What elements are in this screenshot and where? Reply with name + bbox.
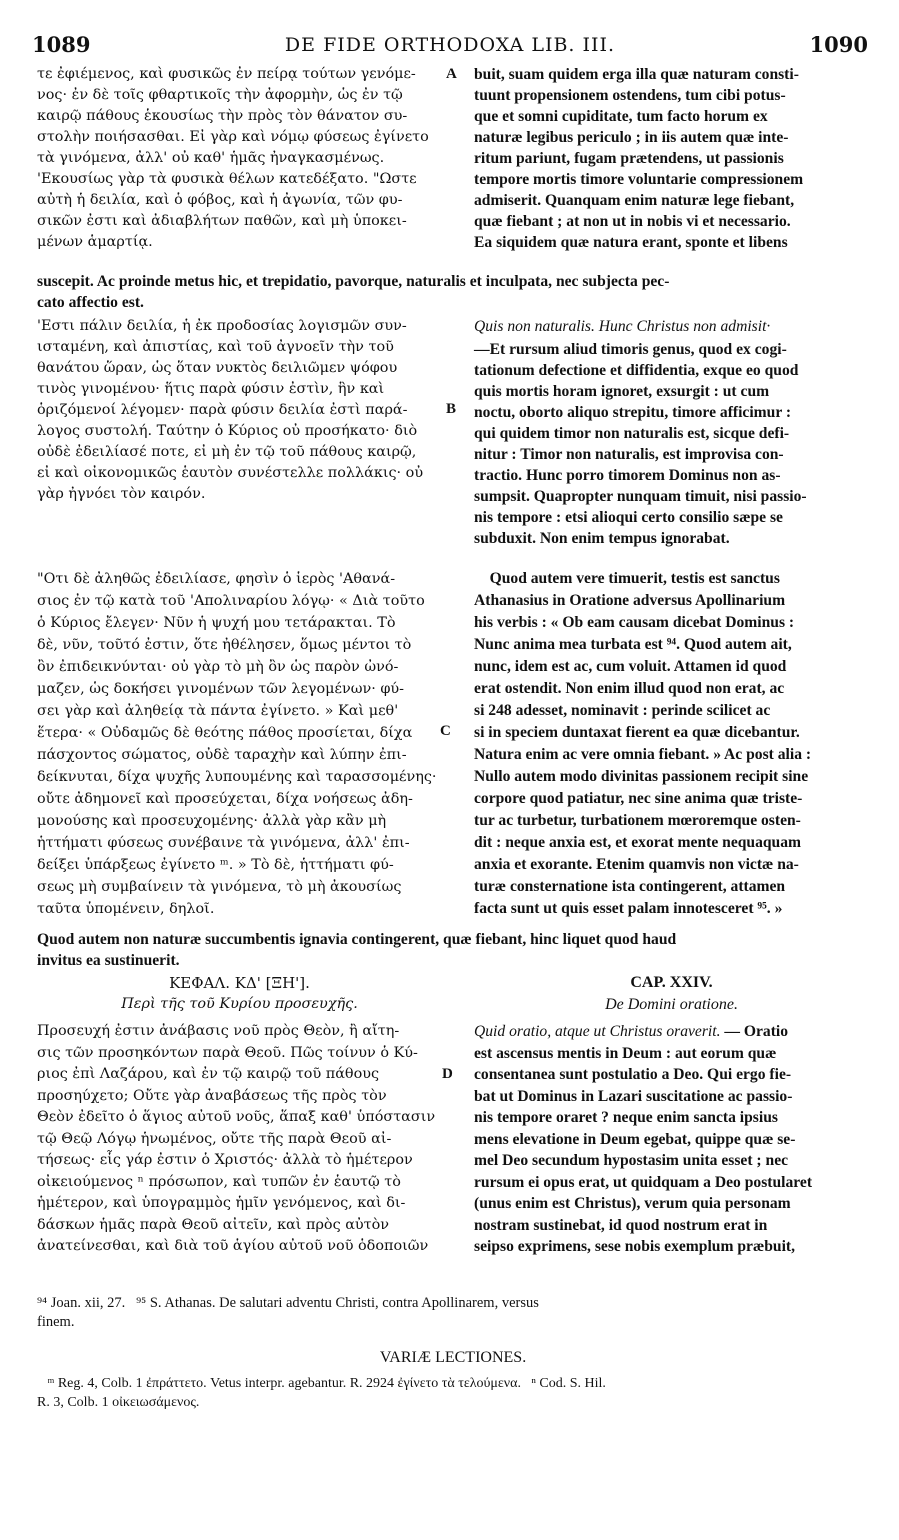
greek-column-block-3: "Οτι δὲ ἀληθῶς ἐδειλίασε, φησὶν ὁ ἱερὸς 'Αθανά- σιος ἐν τῷ κατὰ τοῦ 'Απολιναρίου λόγῳ· « Διὰ τοῦτο ὁ Κύριος ἔλεγεν· Νῦν ἡ ψυχή μου τετάρακται. Τὸ δὲ, νῦν, τοῦτό ἐστιν, ὅτε ἠθέλησεν, ὅμως μέντοι τὸ ὂν ἐπιδεικνύνται· οὐ γὰρ τὸ μὴ ὂν ὡς παρὸν ὠνό- μαζεν, ὡς δοκήσει γινομένων τῶν λεγομένων· φύ- σει γὰρ καὶ ἀληθείᾳ τὰ πάντα ἐγίνετο. » Καὶ μεθ' ἕτερα· « Οὐδαμῶς δὲ θεότης πάθος προσίεται, δίχα πάσχοντος σώματος, οὐδὲ ταραχὴν καὶ λύπην ἐπι- δείκνυται, δίχα ψυχῆς λυπουμένης καὶ ταρασσομένης· οὔτε ἀδημονεῖ καὶ προσεύχεται, δίχα νοήσεως ἀδη- μονούσης καὶ προσευχομένης· ἀλλὰ γὰρ κἂν μὴ ἡττήματι φύσεως συνέβαινε τὰ γινόμενα, ἀλλ' ἐπι- δείξει ὑπάρξεως ἐγίνετο ᵐ. » Τὸ δὲ, ἡττήματι φύ- σεως μὴ συμβαίνειν τὰ γινόμενα, τὸ μὴ ἀκουσίως ταῦτα ὑπομένειν, δηλοῖ. — [37, 571, 437, 917]
latin-sidehead-4: Quid oratio, atque ut Christus oraverit. — [474, 1023, 721, 1040]
greek-column-block-2: 'Εστι πάλιν δειλία, ἡ ἐκ προδοσίας λογισμῶν συν- ισταμένη, καὶ ἀπιστίας, καὶ τοῦ ἀγνοεῖν τὴν τοῦ θανάτου ὥραν, ὡς ὅταν νυκτὸς δειλιῶμεν ψόφου τινὸς γινομένου· ἥτις παρὰ φύσιν ἐστὶν, ἣν καὶ ὁριζόμενοί λέγομεν· παρὰ φύσιν δειλία ἐστὶ παρά- λογος συστολή. Ταύτην ὁ Κύριος οὐ προσήκατο· διὸ οὐδὲ ἐδειλίασέ ποτε, εἰ μὴ ἐν τῷ τοῦ πάθους καιρῷ, εἰ καὶ οἰκονομικῶς ἑαυτὸν συνέστελλε πολλάκις· οὐ γὰρ ἠγνόει τὸν καιρόν. — [37, 318, 424, 502]
latin-chapter-heading: CAP. XXIV. — [630, 974, 713, 991]
greek-column-block-1: τε ἐφιέμενος, καὶ φυσικῶς ἐν πείρᾳ τούτων γενόμε- νος· ἐν δὲ τοῖς φθαρτικοῖς τὴν ἀφορμὴν, ὡς ἐν τῷ καιρῷ πάθους ἑκουσίως τὴν πρὸς τὸν θάνατον συ- στολὴν ποιήσασθαι. Εἰ γὰρ καὶ νόμῳ φύσεως ἐγίνετο τὰ γινόμενα, ἀλλ' οὐ καθ' ἡμᾶς ἠναγκασμένως. 'Εκουσίως γὰρ τὰ φυσικὰ θέλων κατεδέξατο. "Ωστε αὐτὴ ἡ δειλία, καὶ ὁ φόβος, καὶ ἡ ἀγωνία, τῶν φυ- σικῶν ἐστι καὶ ἀδιαβλήτων παθῶν, καὶ μὴ ὑποκει- μένων ἁμαρτίᾳ. — [37, 66, 429, 250]
variae-lectiones-text: ᵐ Reg. 4, Colb. 1 ἐπράττετο. Vetus interpr. agebantur. R. 2924 ἐγίνετο τὰ τελούμενα. ⁿ Cod. S. Hil. R. 3, Colb. 1 οἰκειωσάμενος. — [37, 1376, 606, 1410]
running-title: DE FIDE ORTHODOXA LIB. III. — [284, 34, 616, 56]
margin-letter-b: B — [446, 401, 457, 417]
right-page-number: 1090 — [809, 32, 868, 57]
latin-chapter-subtitle: De Domini oratione. — [605, 996, 738, 1013]
greek-column-block-4: Προσευχή ἐστιν ἀνάβασις νοῦ πρὸς Θεὸν, ἢ αἴτη- σις τῶν προσηκόντων παρὰ Θεοῦ. Πῶς τοίνυν ὁ Κύ- ριος ἐπὶ Λαζάρου, καὶ ἐν τῷ καιρῷ τοῦ πάθους προσηύχετο; Οὔτε γὰρ ἀναβάσεως τῆς πρὸς τὸν Θεὸν ἐδεῖτο ὁ ἅγιος αὐτοῦ νοῦς, ἅπαξ καθ' ὑπόστασιν τῷ Θεῷ Λόγῳ ἡνωμένος, οὔτε τῆς παρὰ Θεοῦ αἰ- τήσεως· εἷς γάρ ἐστιν ὁ Χριστός· ἀλλὰ τὸ ἡμέτερον οἰκειούμενος ⁿ πρόσωπον, καὶ τυπῶν ἐν ἑαυτῷ τὸ ἡμέτερον, καὶ ὑπογραμμὸς ἡμῖν γενόμενος, καὶ δι- δάσκων ἡμᾶς παρὰ Θεοῦ αἰτεῖν, καὶ πρὸς αὐτὸν ἀνατείνεσθαι, καὶ διὰ τοῦ ἁγίου αὐτοῦ νοῦ ὁδοποιῶν — [37, 1023, 436, 1254]
full-width-line-2: Quod autem non naturæ succumbentis ignavia contingerent, quæ fiebant, hinc liquet quod haud invitus ea sustinuerit. — [37, 931, 677, 969]
latin-text-4: — Oratio est ascensus mentis in Deum : aut eorum quæ consentanea sunt postulatio a Deo. Qui ergo fie- bat ut Dominus in Lazari suscitatione ac passio- nis tempore oraret ? neque enim sancta ipsius mens elevatione in Deum egebat, quippe quæ se- mel Deo secundum hypostasim unita esset ; nec rursum ei opus erat, ut quidquam a Deo postularet (unus enim est Christus), verum quia personam nostram sustinebat, id quod nostrum erat in seipso exprimens, sese nobis exemplum præbuit, — [474, 1023, 813, 1255]
full-width-line-1: suscepit. Ac proinde metus hic, et trepidatio, pavorque, naturalis et inculpata, nec subjecta pec- cato affectio est. — [37, 273, 670, 311]
running-header — [32, 32, 868, 62]
latin-column-block-2: —Et rursum aliud timoris genus, quod ex cogi- tationum defectione et diffidentia, exque eo quod quis mortis horam ignoret, exsurgit : ut cum noctu, oborto aliquo strepitu, timore afficimur : qui quidem timor non naturalis est, sicque defi- nitur : Timor non naturalis, est improvisa con- tractio. Hunc porro timorem Dominus non as- sumpsit. Quapropter nunquam timuit, nisi passio- nis tempore : etsi alioqui certo consilio sæpe se subduxit. Non enim tempus ignorabat. — [474, 341, 807, 547]
greek-chapter-subtitle: Περὶ τῆς τοῦ Κυρίου προσευχῆς. — [121, 996, 358, 1012]
latin-column-sidehead-2: Quis non naturalis. Hunc Christus non admisit· — [474, 318, 771, 335]
margin-letter-a: A — [446, 66, 457, 82]
latin-column-block-1: buit, suam quidem erga illa quæ naturam consti- tuunt propensionem ostendens, tum cibi potus- que et somni cupiditate, tum facto horum ex naturæ legibus periculo ; in iis autem quæ inte- ritum pariunt, fugam prætendens, ut passionis tempore mortis timore voluntarie compressionem admiserit. Quanquam enim naturæ lege fiebant, quæ fiebant ; at non ut in nobis vi et necessario. Ea siquidem quæ natura erant, sponte et libens — [474, 66, 804, 251]
left-page-number: 1089 — [32, 32, 91, 57]
margin-letter-c: C — [440, 723, 451, 739]
latin-column-block-4 — [474, 1021, 869, 1258]
greek-chapter-heading: ΚΕΦΑΛ. ΚΔ' [ΞΗ']. — [169, 974, 310, 992]
latin-column-block-3: Quod autem vere timuerit, testis est sanctus Athanasius in Oratione adversus Apollinarium his verbis : « Ob eam causam dicebat Dominus : Nunc anima mea turbata est ⁹⁴. Quod autem ait, nunc, idem est ac, cum voluit. Attamen id quod erat ostendit. Non enim illud quod non erat, ac si 248 adesset, nominavit : perinde scilicet ac si in speciem duntaxat fierent ea quæ dicebantur. Natura enim ac vere omnia fiebant. » Ac post alia : Nullo autem modo divinitas passionem recipit sine corpore quod patiatur, nec sine anima quæ triste- tur ac turbetur, turbationem mœroremque osten- dit : neque anxia est, et exorat mente nequaquam anxia et exorante. Etenim quamvis non victæ na- turæ consternatione ista contingerent, attamen facta sunt ut quis esset palam innotesceret ⁹⁵. » — [474, 570, 812, 917]
margin-letter-d: D — [442, 1066, 453, 1082]
variae-lectiones-title: VARIÆ LECTIONES. — [379, 1349, 527, 1366]
footnotes: ⁹⁴ Joan. xii, 27. ⁹⁵ S. Athanas. De salutari adventu Christi, contra Apollinarem, versus finem. — [37, 1295, 539, 1330]
